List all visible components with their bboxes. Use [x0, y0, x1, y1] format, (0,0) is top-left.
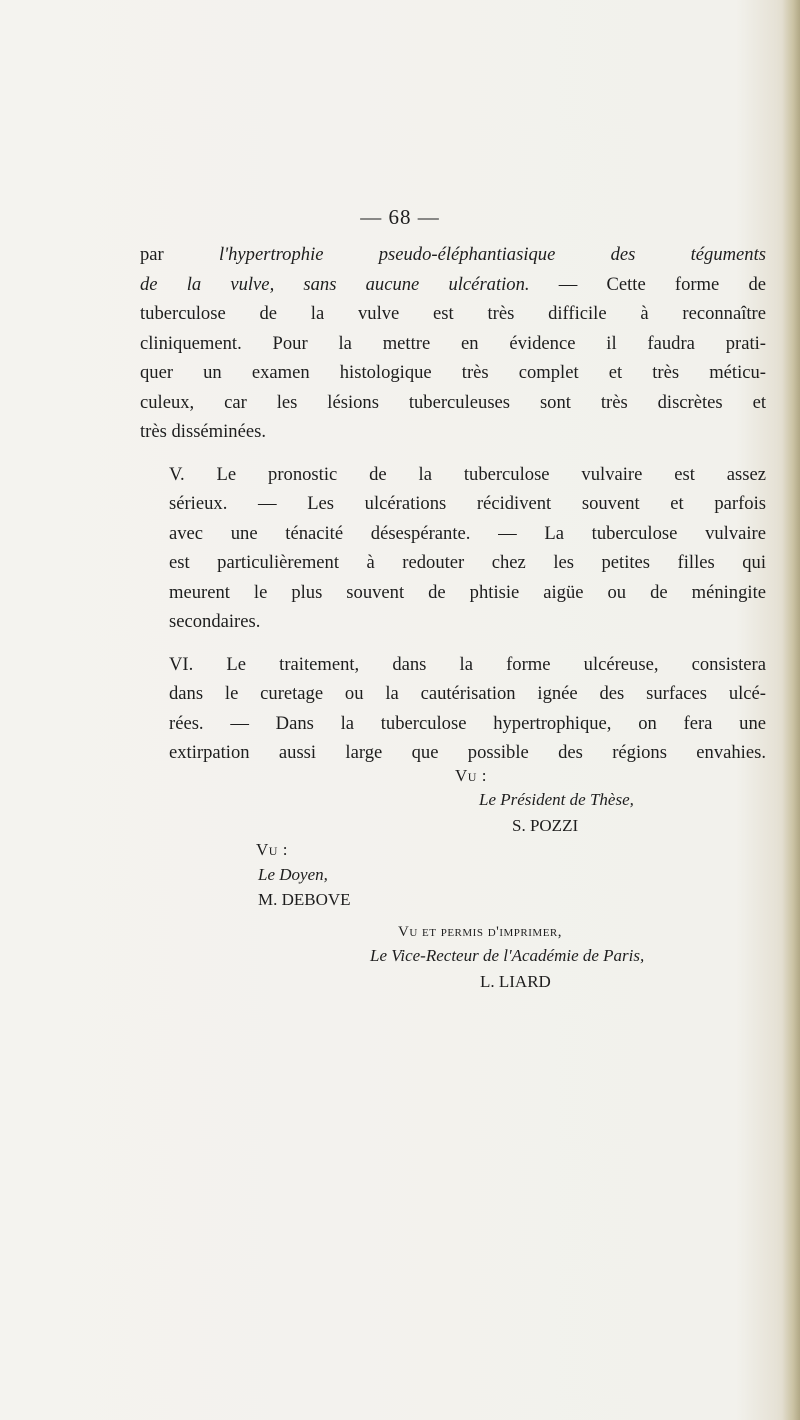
text-line: tuberculose de la vulve est très difficile à reconnaître [140, 303, 766, 324]
recteur-name: L. LIARD [480, 972, 551, 991]
doyen-title: Le Doyen, [258, 865, 328, 884]
text-line: meurent le plus souvent de phtisie aigüe ou de méningite [169, 581, 766, 603]
text-line: V. Le pronostic de la tuberculose vulvaire est assez [169, 463, 766, 485]
text-line: sérieux. — Les ulcérations récidivent souvent et parfois [169, 493, 766, 514]
text-line: secondaires. [169, 611, 261, 632]
text-line: extirpation aussi large que possible des régions envahies. [169, 742, 766, 763]
text-line: par l'hypertrophie pseudo-éléphantiasique des téguments [140, 244, 766, 265]
text-line: cliniquement. Pour la mettre en évidence il faudra prati- [140, 332, 766, 354]
page-number: — 68 — [360, 205, 440, 229]
body-text [140, 240, 766, 768]
text-line: de la vulve, sans aucune ulcération. — Cette forme de [140, 273, 766, 295]
president-vu: Vu : [455, 766, 487, 785]
text-line: VI. Le traitement, dans la forme ulcéreuse, consistera [169, 653, 766, 675]
doyen-vu: Vu : [256, 840, 288, 859]
paragraph-2 [140, 460, 766, 637]
text-line: dans le curetage ou la cautérisation ignée des surfaces ulcé- [169, 683, 766, 704]
paragraph-3 [140, 650, 766, 768]
doyen-name: M. DEBOVE [258, 890, 351, 909]
text-line: est particulièrement à redouter chez les petites filles qui [169, 552, 766, 573]
text-line: culeux, car les lésions tuberculeuses sont très discrètes et [140, 391, 766, 413]
text-line: quer un examen histologique très complet et très méticu- [140, 362, 766, 383]
text-line: avec une ténacité désespérante. — La tuberculose vulvaire [169, 522, 766, 544]
text-line: très disséminées. [140, 421, 266, 442]
recteur-permis: Vu et permis d'imprimer, [398, 924, 562, 940]
president-name: S. POZZI [512, 816, 579, 835]
paragraph-1 [140, 240, 766, 447]
recteur-title: Le Vice-Recteur de l'Académie de Paris, [370, 946, 645, 965]
president-title: Le Président de Thèse, [479, 790, 634, 809]
text-line: rées. — Dans la tuberculose hypertrophique, on fera une [169, 712, 766, 734]
